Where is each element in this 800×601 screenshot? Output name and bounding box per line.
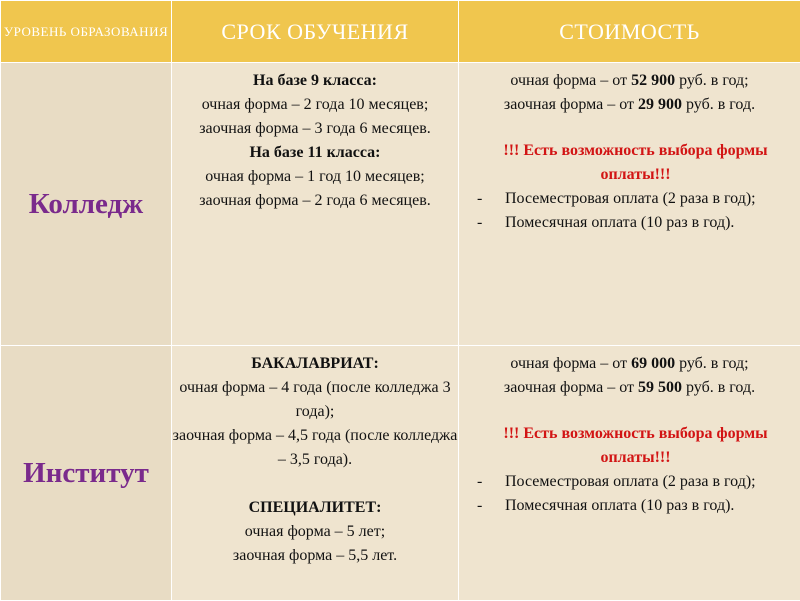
cost-cell-institute (459, 346, 800, 601)
list-item: - Помесячная оплата (10 раз в год). (473, 494, 800, 518)
institute-bachelor-fulltime: очная форма – 4 года (после колледжа 3 года); (172, 376, 458, 424)
college-payment-alert: !!! Есть возможность выбора формы оплаты!!! (459, 139, 800, 187)
college-base9-fulltime: очная форма – 2 года 10 месяцев; (172, 93, 458, 117)
row-label-institute: Институт (1, 346, 172, 601)
college-fulltime-cost: очная форма – от 52 900 руб. в год; (459, 69, 800, 93)
institute-payment-options (459, 470, 800, 518)
duration-cell-college (172, 63, 459, 346)
institute-fulltime-cost: очная форма – от 69 000 руб. в год; (459, 352, 800, 376)
duration-cell-institute (172, 346, 459, 601)
row-label-college: Колледж (1, 63, 172, 346)
institute-payment-alert: !!! Есть возможность выбора формы оплаты!!! (459, 422, 800, 470)
table-row-college (1, 63, 800, 346)
college-base11-title: На базе 11 класса: (249, 144, 380, 161)
header-duration: СРОК ОБУЧЕНИЯ (172, 1, 459, 63)
list-item: - Посеместровая оплата (2 раза в год); (473, 187, 800, 211)
header-cost: СТОИМОСТЬ (459, 1, 800, 63)
college-payment-options (459, 187, 800, 235)
college-base9-parttime: заочная форма – 3 года 6 месяцев. (172, 117, 458, 141)
table-row-institute (1, 346, 800, 601)
institute-bachelor-title: БАКАЛАВРИАТ: (251, 355, 379, 372)
college-parttime-cost: заочная форма – от 29 900 руб. в год. (459, 93, 800, 117)
table-header-row (1, 1, 800, 63)
header-level: УРОВЕНЬ ОБРАЗОВАНИЯ (1, 1, 172, 63)
institute-specialist-title: СПЕЦИАЛИТЕТ: (249, 499, 382, 516)
college-base11-parttime: заочная форма – 2 года 6 месяцев. (172, 189, 458, 213)
college-base11-fulltime: очная форма – 1 год 10 месяцев; (172, 165, 458, 189)
institute-parttime-cost: заочная форма – от 59 500 руб. в год. (459, 376, 800, 400)
institute-specialist-fulltime: очная форма – 5 лет; (172, 520, 458, 544)
college-base9-title: На базе 9 класса: (253, 72, 377, 89)
institute-bachelor-parttime: заочная форма – 4,5 года (после колледжа – 3,5 года). (172, 424, 458, 472)
list-item: - Посеместровая оплата (2 раза в год); (473, 470, 800, 494)
list-item: - Помесячная оплата (10 раз в год). (473, 211, 800, 235)
institute-specialist-parttime: заочная форма – 5,5 лет. (172, 544, 458, 568)
cost-cell-college (459, 63, 800, 346)
